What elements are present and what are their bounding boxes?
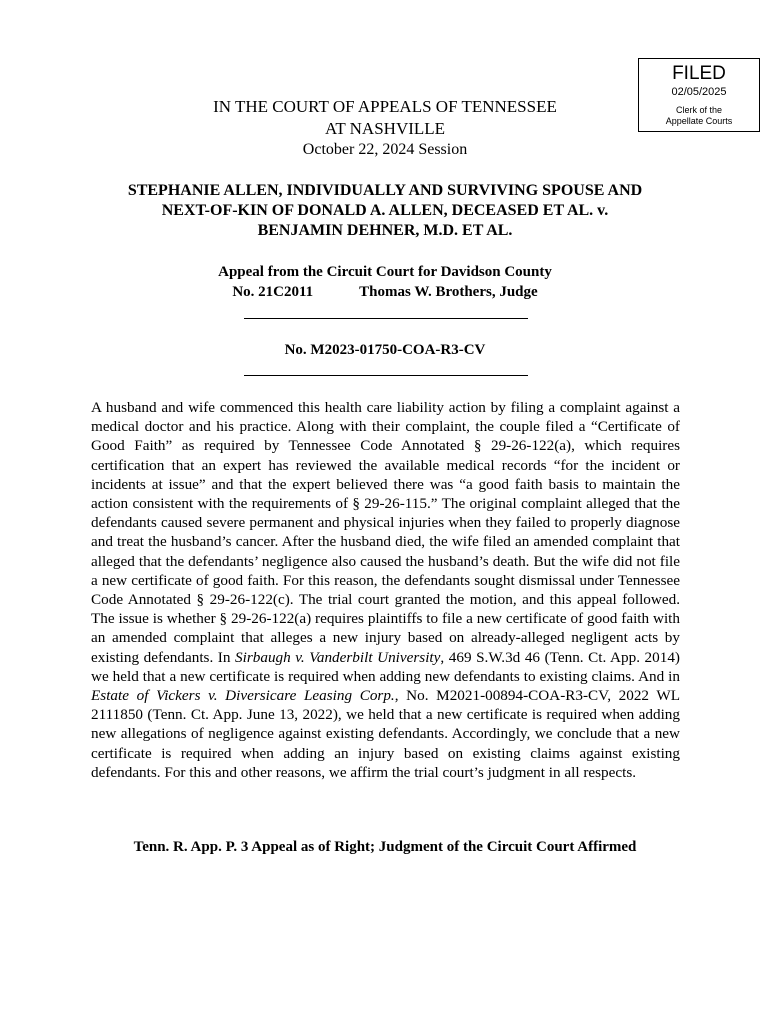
summary-part-3: , No. M2021-00894-COA-R3-CV, 2022 WL 2111850 (Tenn. Ct. App. June 13, 2022), we held that a new certificate is required when adding new allegations of negligence against existing defendants. Accordingly, we conclude that a new certificate is required when adding an injury based on existing claims against existing defendants. For this and other reasons, we affirm the trial court’s judgment in all respects. (91, 687, 680, 781)
caption-line-2: NEXT-OF-KIN OF DONALD A. ALLEN, DECEASED ET AL. v. (161, 202, 609, 219)
session-date: October 22, 2024 Session (302, 141, 468, 158)
docket-number: No. M2023-01750-COA-R3-CV (284, 342, 486, 358)
caption-line-3: BENJAMIN DEHNER, M.D. ET AL. (257, 222, 513, 239)
trial-judge: Thomas W. Brothers, Judge (359, 284, 538, 300)
stamp-date: 02/05/2025 (671, 86, 727, 98)
court-location: AT NASHVILLE (324, 119, 446, 138)
divider-bottom (244, 375, 528, 376)
court-heading (0, 96, 770, 140)
trial-case-info (0, 283, 770, 302)
trial-case-number: No. 21C2011 (232, 284, 314, 300)
stamp-courts: Appellate Courts (665, 116, 733, 126)
case-citation-vickers: Estate of Vickers v. Diversicare Leasing Corp. (91, 687, 395, 705)
stamp-filed-label: FILED (672, 63, 726, 84)
disposition: Tenn. R. App. P. 3 Appeal as of Right; Judgment of the Circuit Court Affirmed (133, 839, 637, 855)
summary-part-1: A husband and wife commenced this health care liability action by filing a complaint against a medical doctor and his practice. Along with their complaint, the couple filed a “Certificate of Good Faith” as required by Tennessee Code Annotated § 29-26-122(a), which requires certification that an expert has reviewed the available medical records “for the incident or incidents at issue” and that the expert believed there was “a good faith basis to maintain the action consistent with the requirements of § 29-26-115.” The original complaint alleged that the defendants caused severe permanent and physical injuries when they failed to properly diagnose and treat the husband’s cancer. After the husband died, the wife filed an amended complaint that alleged that the defendants’ negligence also caused the husband’s death. But the wife did not file a new certificate of good faith. For this reason, the defendants sought dismissal under Tennessee Code Annotated § 29-26-122(c). The trial court granted the motion, and this appeal followed. The issue is whether § 29-26-122(a) requires plaintiffs to file a new certificate of good faith with an amended complaint that alleges a new injury based on already-alleged negligent acts by existing defendants. In (91, 399, 680, 666)
divider-top (244, 318, 528, 319)
case-summary (91, 398, 680, 782)
case-caption (80, 181, 690, 241)
court-name: IN THE COURT OF APPEALS OF TENNESSEE (213, 97, 557, 116)
summary-part-2: , 469 S.W.3d 46 (Tenn. Ct. App. 2014) we held that a new certificate is required when adding new defendants to existing claims. And in (91, 648, 680, 685)
stamp-clerk: Clerk of the (675, 105, 723, 115)
caption-line-1: STEPHANIE ALLEN, INDIVIDUALLY AND SURVIVING SPOUSE AND (127, 182, 643, 199)
appeal-origin: Appeal from the Circuit Court for Davidson County (218, 264, 552, 280)
case-citation-sirbaugh: Sirbaugh v. Vanderbilt University (235, 648, 441, 666)
